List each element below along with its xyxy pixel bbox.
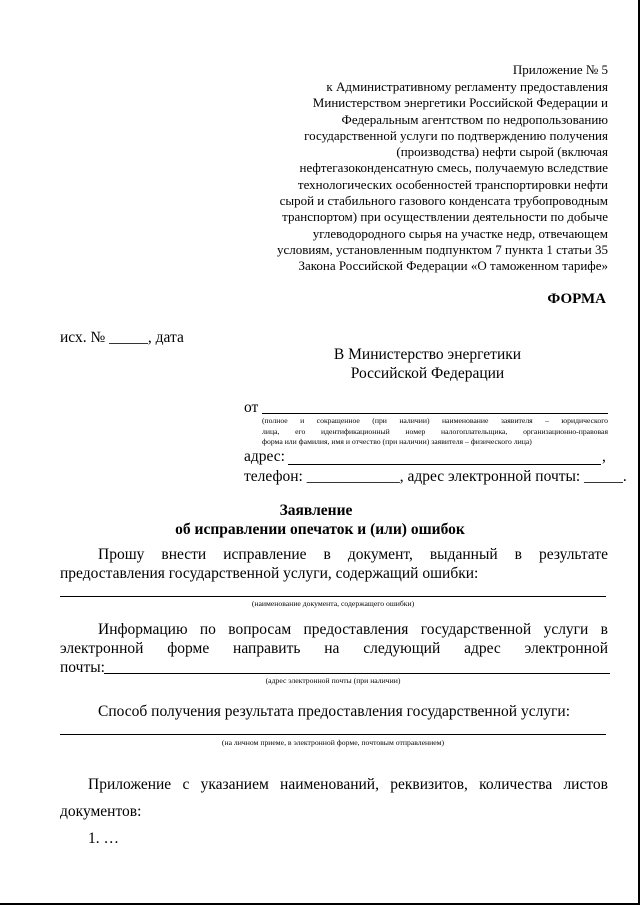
method-text: Способ получения результата предоставления государственной услуги:	[98, 703, 571, 720]
header-line: Федеральным агентством по недропользованию	[341, 111, 608, 127]
info-line-2: электронной форме направить на следующий адрес электронной	[60, 640, 608, 657]
info-line-3: почты:	[60, 659, 105, 676]
header-line: условиям, установленным подпунктом 7 пункта 1 статьи 35	[276, 241, 608, 257]
recipient-line: В Министерство энергетики	[333, 346, 522, 363]
header-line: нефтегазоконденсатную смесь, получаемую вследствие	[299, 160, 608, 176]
recipient-line: Российской Федерации	[350, 365, 505, 382]
document-name-field[interactable]	[60, 596, 606, 597]
applicant-name-field[interactable]	[262, 413, 608, 414]
request-line-1: Прошу внести исправление в документ, выданный в результате	[98, 546, 608, 563]
hint-line: лица, его идентификационный номер налогоплательщика, организационно-правовая	[262, 426, 608, 436]
regulation-reference	[248, 79, 608, 275]
title-line: Заявление	[279, 502, 353, 519]
document-title	[0, 501, 640, 539]
attachment-line-1: Приложение с указанием наименований, реквизитов, количества листов	[88, 776, 608, 793]
info-line-1: Информацию по вопросам предоставления государственной услуги в	[98, 621, 608, 638]
header-line: углеводородного сырья на участке недр, отвечающем	[312, 225, 608, 241]
hint-line: форма или фамилия, имя и отчество (при наличии) заявителя – физического лица)	[262, 437, 532, 446]
address-comma: ,	[602, 448, 606, 465]
method-field[interactable]	[60, 734, 606, 735]
header-line: (производства) нефти сырой (включая	[396, 144, 608, 160]
header-line: к Административному регламенту предоставления	[326, 79, 608, 94]
header-line: сырой и стабильного газового конденсата трубопроводным	[279, 193, 608, 209]
header-line: технологических особенностей транспортировки нефти	[297, 176, 608, 192]
address-label: адрес:	[244, 448, 285, 465]
email-hint: (адрес электронной почты (при наличии)	[265, 676, 401, 685]
header-line: Министерством энергетики Российской Федерации и	[312, 95, 608, 111]
request-line-2: предоставления государственной услуги, содержащий ошибки:	[60, 565, 479, 582]
phone-email-line: телефон: ____________, адрес электронной почты: _____.	[244, 468, 627, 485]
outgoing-reference: исх. № _____, дата	[60, 329, 184, 346]
recipient	[300, 345, 555, 383]
document-name-hint: (наименование документа, содержащего ошибки)	[251, 599, 415, 608]
applicant-hint	[262, 416, 608, 448]
header-line: Закона Российской Федерации «О таможенном тарифе»	[298, 258, 608, 274]
email-field[interactable]	[104, 673, 610, 674]
title-line: об исправлении опечаток и (или) ошибок	[175, 521, 465, 538]
appendix-number: Приложение № 5	[512, 62, 608, 77]
header-line: государственной услуги по подтверждению получения	[304, 127, 608, 143]
attachment-line-2: документов:	[60, 803, 142, 820]
form-label: ФОРМА	[547, 291, 606, 307]
header-line: транспортом) при осуществлении деятельности по добыче	[282, 209, 608, 225]
attachment-item-1: 1. …	[88, 830, 119, 847]
from-label: от	[244, 399, 259, 416]
hint-line: (полное и сокращенное (при наличии) наименование заявителя – юридического	[262, 416, 608, 425]
address-field[interactable]	[288, 464, 601, 465]
method-hint: (на личном приеме, в электронной форме, почтовым отправлением)	[221, 738, 445, 747]
